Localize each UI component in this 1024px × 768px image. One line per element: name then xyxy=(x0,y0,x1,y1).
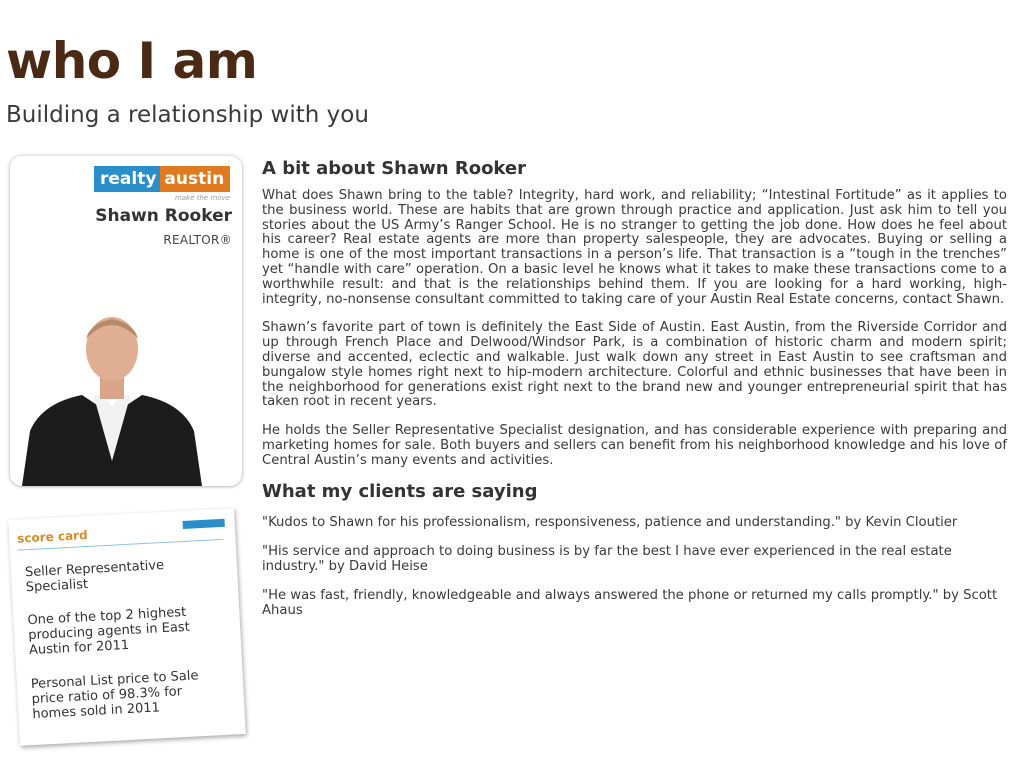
score-card-item: Seller Representative Specialist xyxy=(24,557,165,596)
page-title: who I am xyxy=(6,32,258,90)
logo-text-realty: realty xyxy=(94,166,160,192)
score-card xyxy=(8,508,246,746)
testimonials-heading: What my clients are saying xyxy=(262,480,538,502)
about-paragraph: Shawn’s favorite part of town is definitely the East Side of Austin. East Austin, from the Riverside Corridor and up through French Place and Delwood/Windsor Park, is a combination of historic charm and modern spirit; diverse and accented, eclectic and walkable. Just walk down any street in East Austin to see craftsman and bungalow style homes right next to hip-modern architecture. Colorful and ethnic businesses that have been in the neighborhood for generations exist right next to the brand new and younger entrepreneurial spirit that has taken root in recent years. xyxy=(262,320,1007,410)
agent-name: Shawn Rooker xyxy=(95,206,232,226)
testimonial-quote: "Kudos to Shawn for his professionalism, responsiveness, patience and understanding." by Kevin Cloutier xyxy=(262,514,958,530)
profile-card xyxy=(10,156,242,486)
about-heading: A bit about Shawn Rooker xyxy=(262,158,527,179)
about-paragraph: He holds the Seller Representative Specialist designation, and has considerable experience with preparing and marketing homes for sale. Both buyers and sellers can benefit from his neighborhood knowledge and his love of Central Austin’s many events and activities. xyxy=(262,423,1007,468)
agent-role: REALTOR® xyxy=(163,233,232,247)
testimonial-quote: "His service and approach to doing business is by far the best I have ever experienced in the real estate industry." by David Heise xyxy=(262,543,952,574)
score-card-heading: score card xyxy=(16,527,88,546)
score-card-logo xyxy=(183,519,225,529)
testimonial-quote: "He was fast, friendly, knowledgeable and always answered the phone or returned my calls promptly." by Scott Ahaus xyxy=(262,587,998,618)
page-subtitle: Building a relationship with you xyxy=(6,102,369,128)
logo-tagline: make the move xyxy=(175,194,230,202)
about-paragraph: What does Shawn bring to the table? Integrity, hard work, and reliability; “Intestinal Fortitude” as it applies to the business world. These are habits that are grown through practice and application. Just ask him to tell you stories about the US Army’s Ranger School. He is no stranger to getting the job done. How does he feel about his career? Real estate agents are more than property salespeople, they are advocates. Buying or selling a home is one of the most important transactions in a person’s life. That transaction is a “tough in the trenches” yet “handle with care” operation. On a basic level he knows what it takes to make these transactions come to a worthwhile result: and that is the relationships behind them. If you are looking for a hard working, high-integrity, no-nonsense consultant committed to taking care of your Austin Real Estate concerns, contact Shawn. xyxy=(262,188,1007,307)
score-card-item: One of the top 2 highest producing agents in East Austin for 2011 xyxy=(27,604,191,659)
realty-austin-logo xyxy=(94,166,234,192)
logo-text-austin: austin xyxy=(160,166,230,192)
agent-photo xyxy=(22,311,202,486)
score-card-item: Personal List price to Sale price ratio of 98.3% for homes sold in 2011 xyxy=(30,668,199,723)
main-content xyxy=(262,158,1007,618)
